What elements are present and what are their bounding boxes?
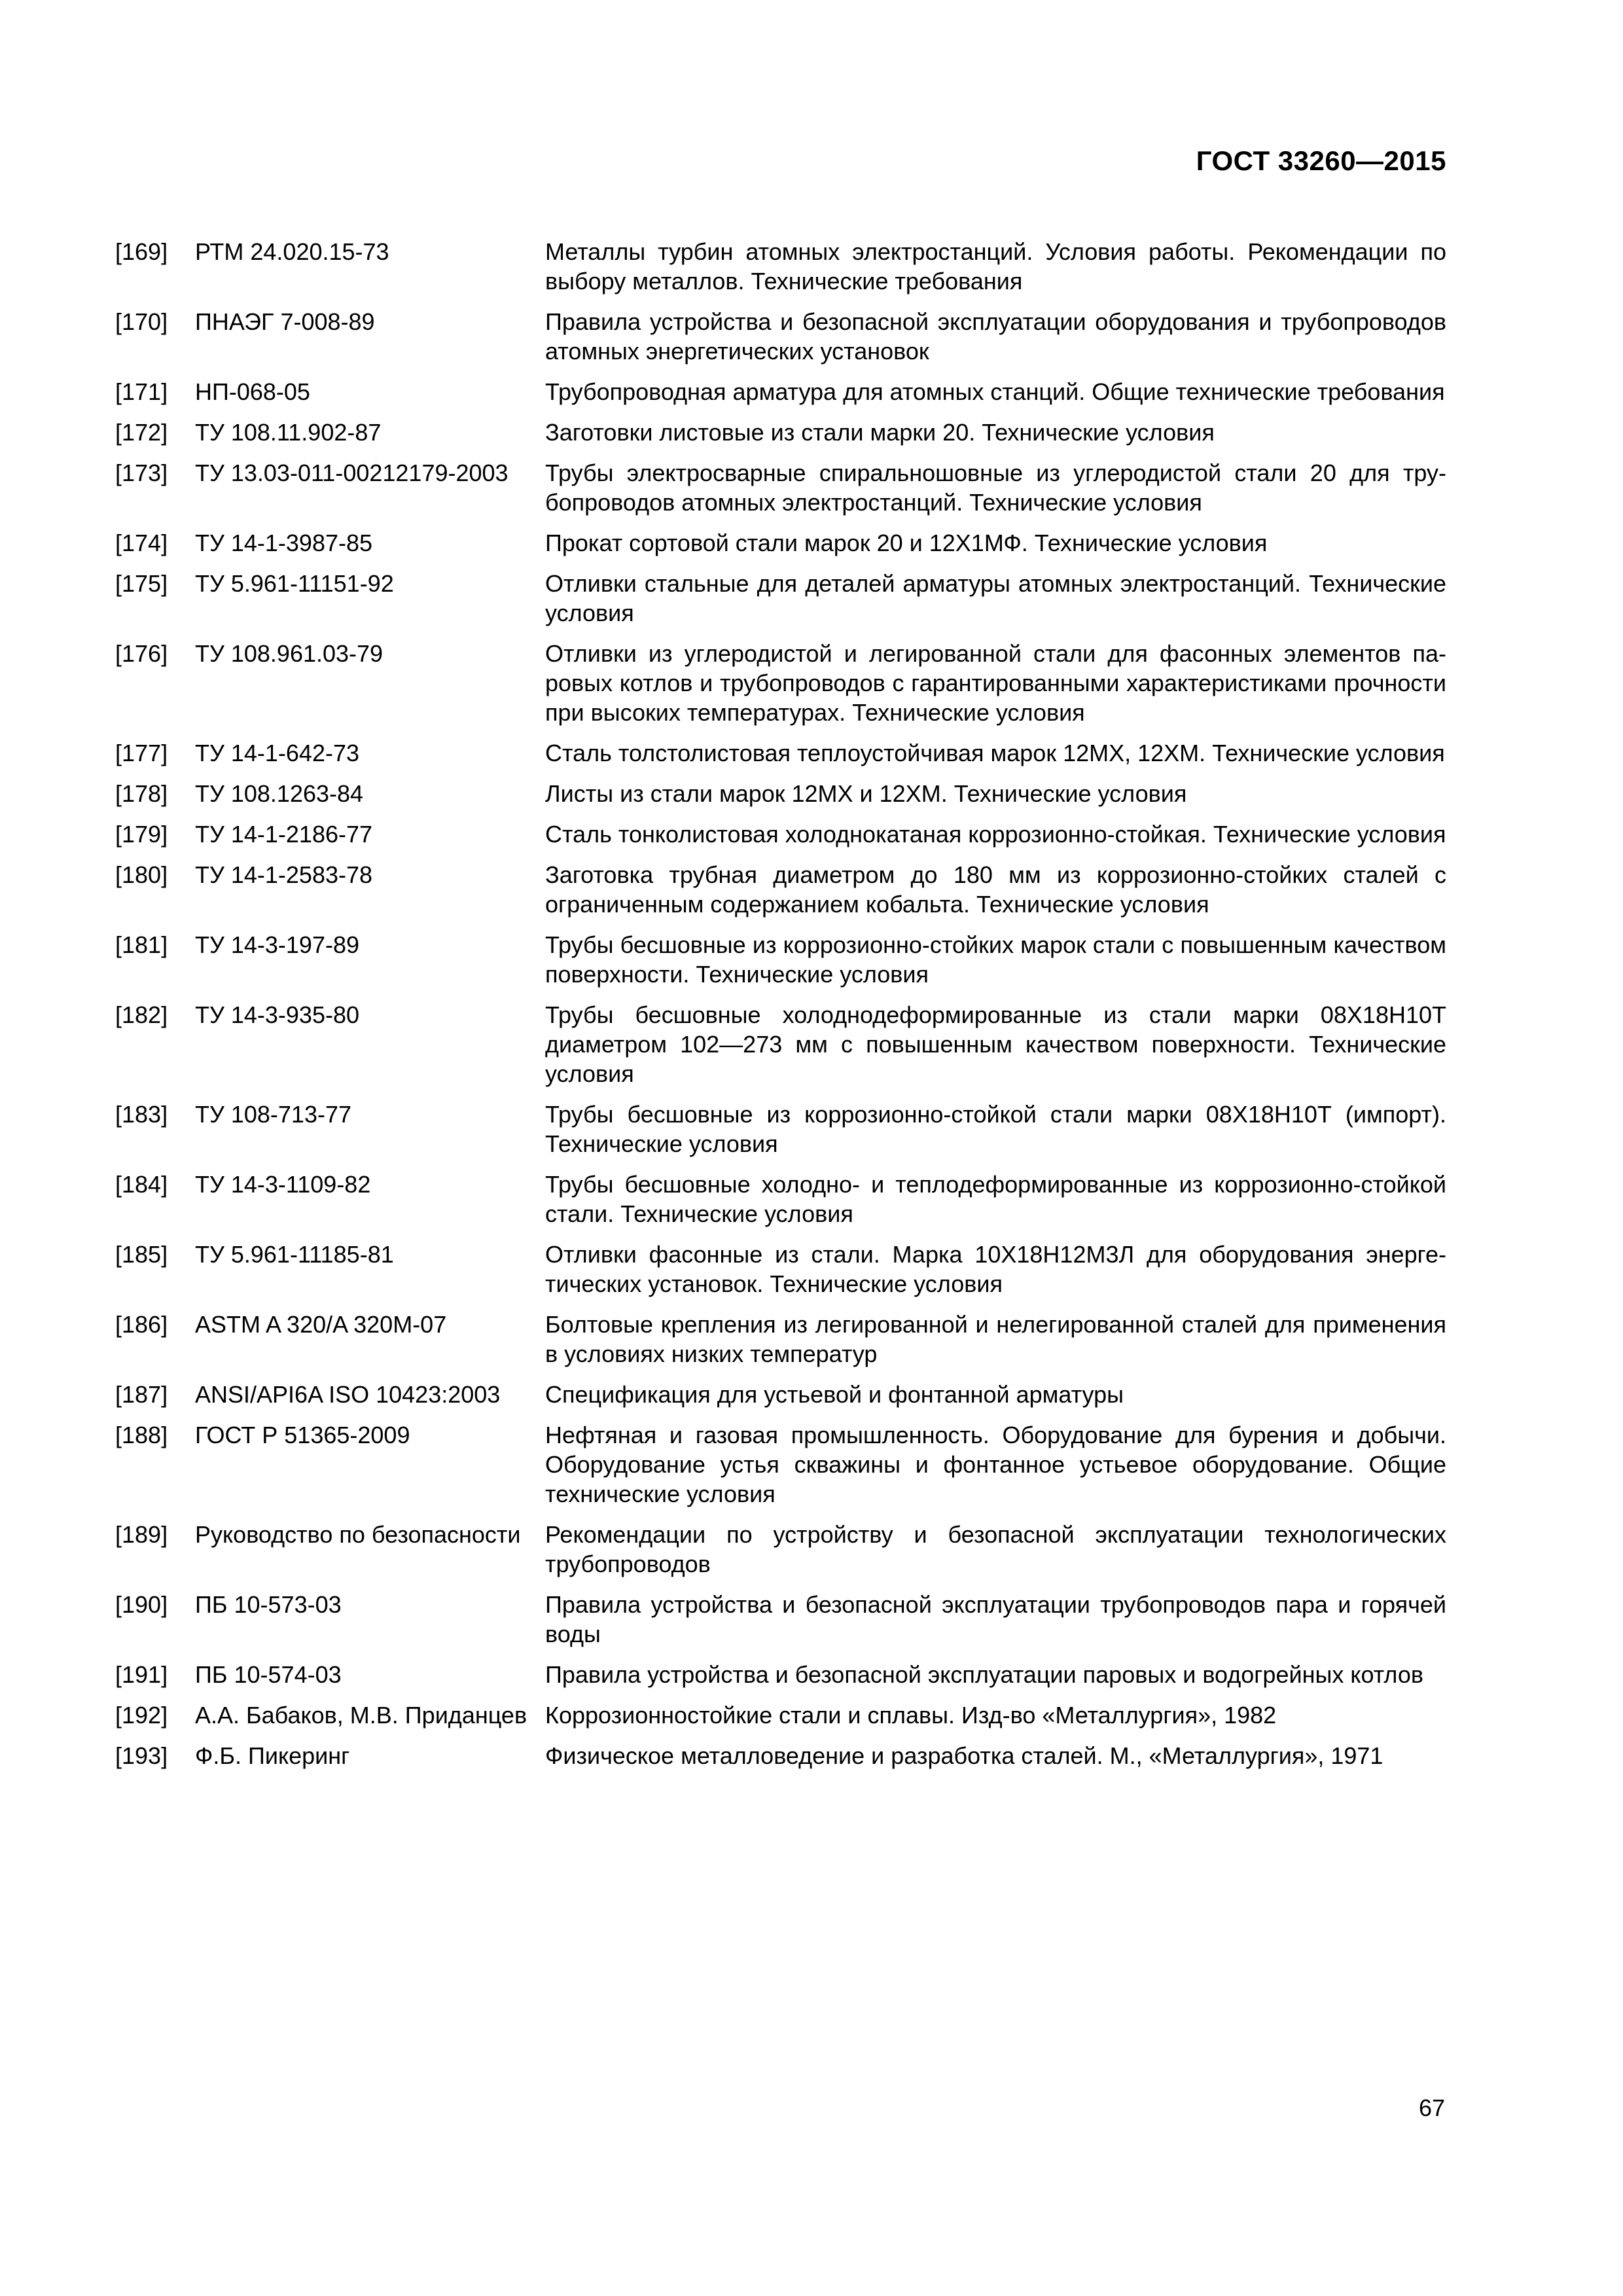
entry-document-code: ТУ 14-3-1109-82 bbox=[195, 1171, 371, 1198]
entry-number: [186] bbox=[115, 1311, 168, 1338]
entry-title: Сталь тонколистовая холоднокатаная коррозионно-стойкая. Технические условия bbox=[545, 821, 1446, 848]
entry-document-code: Руководство по безопасности bbox=[195, 1521, 521, 1548]
entry-document-code: ТУ 14-3-197-89 bbox=[195, 931, 359, 958]
entry-document-code: ТУ 14-1-2583-78 bbox=[195, 861, 373, 888]
entry-title: Отливки из углеродистой и легированной стали для фасонных элементов паровых котлов и трубопроводов с гарантированными характеристиками прочности при высоких температурах. Технические условия bbox=[545, 640, 1446, 726]
bibliography-entry bbox=[115, 237, 1446, 296]
entry-number: [181] bbox=[115, 931, 168, 958]
page-number: 67 bbox=[1418, 2094, 1445, 2121]
bibliography-entry bbox=[115, 860, 1446, 919]
entry-document-code: ПБ 10-574-03 bbox=[195, 1661, 342, 1688]
entry-document-code: ТУ 14-3-935-80 bbox=[195, 1001, 359, 1028]
entry-number: [178] bbox=[115, 780, 168, 807]
entry-document-code: ТУ 108.1263-84 bbox=[195, 780, 364, 807]
entry-number: [187] bbox=[115, 1381, 168, 1408]
entry-title: Трубы бесшовные из коррозионно-стойкой стали марки 08Х18Н10Т (импорт). Технические условия bbox=[545, 1101, 1446, 1157]
bibliography-entry bbox=[115, 819, 1446, 849]
bibliography-entry bbox=[115, 1100, 1446, 1158]
entry-title: Спецификация для устьевой и фонтанной арматуры bbox=[545, 1381, 1124, 1408]
entry-number: [170] bbox=[115, 308, 168, 335]
entry-number: [189] bbox=[115, 1521, 168, 1548]
entry-number: [182] bbox=[115, 1001, 168, 1028]
bibliography-entry bbox=[115, 1240, 1446, 1299]
entry-number: [171] bbox=[115, 378, 168, 405]
entry-title: Рекомендации по устройству и безопасной эксплуатации технологических трубопроводов bbox=[545, 1521, 1446, 1577]
entry-number: [176] bbox=[115, 640, 168, 667]
bibliography-entry bbox=[115, 307, 1446, 366]
entry-number: [193] bbox=[115, 1742, 168, 1769]
entry-number: [174] bbox=[115, 529, 168, 556]
entry-title: Трубы бесшовные холодно- и теплодеформированные из коррозионно-стойкой стали. Технические условия bbox=[545, 1171, 1446, 1227]
entry-document-code: ТУ 14-1-2186-77 bbox=[195, 821, 373, 848]
entry-title: Трубы электросварные спиральношовные из углеродистой стали 20 для трубопроводов атомных электростанций. Технические условия bbox=[545, 459, 1446, 516]
bibliography-entry bbox=[115, 639, 1446, 727]
entry-title: Трубы бесшовные из коррозионно-стойких марок стали с повышенным качеством поверхности. Технические условия bbox=[545, 931, 1446, 988]
bibliography-entry bbox=[115, 1000, 1446, 1088]
entry-document-code: ПБ 10-573-03 bbox=[195, 1591, 342, 1618]
bibliography-entry bbox=[115, 1170, 1446, 1229]
entry-number: [184] bbox=[115, 1171, 168, 1198]
entry-document-code: ANSI/API6A ISO 10423:2003 bbox=[195, 1381, 501, 1408]
entry-number: [177] bbox=[115, 740, 168, 766]
bibliography-entry bbox=[115, 779, 1446, 808]
entry-document-code: ГОСТ Р 51365-2009 bbox=[195, 1422, 410, 1448]
bibliography-entry bbox=[115, 930, 1446, 989]
entry-number: [175] bbox=[115, 570, 168, 597]
document-standard-header: ГОСТ 33260—2015 bbox=[1196, 145, 1446, 176]
bibliography-entry bbox=[115, 1700, 1446, 1730]
entry-title: Заготовки листовые из стали марки 20. Технические условия bbox=[545, 419, 1215, 446]
bibliography-entry bbox=[115, 1310, 1446, 1369]
entry-number: [183] bbox=[115, 1101, 168, 1128]
entry-document-code: РТМ 24.020.15-73 bbox=[195, 238, 389, 265]
entry-number: [169] bbox=[115, 238, 168, 265]
entry-document-code: А.А. Бабаков, М.В. Приданцев bbox=[195, 1702, 527, 1729]
bibliography-entry bbox=[115, 418, 1446, 447]
entry-document-code: ТУ 108-713-77 bbox=[195, 1101, 352, 1128]
entry-number: [190] bbox=[115, 1591, 168, 1618]
bibliography-entry bbox=[115, 1380, 1446, 1409]
entry-title: Коррозионностойкие стали и сплавы. Изд-во «Металлургия», 1982 bbox=[545, 1702, 1277, 1729]
entry-number: [185] bbox=[115, 1241, 168, 1268]
bibliography-entry bbox=[115, 377, 1446, 406]
entry-document-code: ТУ 14-1-642-73 bbox=[195, 740, 359, 766]
bibliography-entry bbox=[115, 569, 1446, 628]
entry-title: Сталь толстолистовая теплоустойчивая марок 12МХ, 12ХМ. Технические условия bbox=[545, 740, 1445, 766]
bibliography-entry bbox=[115, 1590, 1446, 1649]
entry-title: Металлы турбин атомных электростанций. Условия работы. Рекомендации по выбору металлов. Технические требования bbox=[545, 238, 1446, 295]
entry-title: Физическое металловедение и разработка сталей. М., «Металлургия», 1971 bbox=[545, 1742, 1383, 1769]
entry-title: Отливки фасонные из стали. Марка 10Х18Н12М3Л для оборудования энергетических установок. Технические условия bbox=[545, 1241, 1446, 1297]
bibliography-entry bbox=[115, 528, 1446, 558]
entry-title: Правила устройства и безопасной эксплуатации паровых и водогрейных котлов bbox=[545, 1661, 1423, 1688]
entry-number: [179] bbox=[115, 821, 168, 848]
entry-title: Болтовые крепления из легированной и нелегированной сталей для применения в условиях низких температур bbox=[545, 1311, 1446, 1367]
bibliography-entry bbox=[115, 1741, 1446, 1770]
bibliography-entry bbox=[115, 738, 1446, 768]
entry-number: [191] bbox=[115, 1661, 168, 1688]
entry-title: Правила устройства и безопасной эксплуатации оборудования и трубопроводов атомных энергетических установок bbox=[545, 308, 1446, 365]
entry-number: [173] bbox=[115, 459, 168, 486]
entry-title: Трубопроводная арматура для атомных станций. Общие технические требования bbox=[545, 378, 1445, 405]
entry-title: Нефтяная и газовая промышленность. Оборудование для бурения и добычи. Оборудование устья скважины и фонтанное устьевое оборудование. Общие технические условия bbox=[545, 1422, 1446, 1507]
entry-title: Прокат сортовой стали марок 20 и 12Х1МФ. Технические условия bbox=[545, 529, 1268, 556]
entry-document-code: Ф.Б. Пикеринг bbox=[195, 1742, 350, 1769]
entry-document-code: ТУ 5.961-11185-81 bbox=[195, 1241, 394, 1268]
entry-document-code: НП-068-05 bbox=[195, 378, 310, 405]
bibliography-entry bbox=[115, 458, 1446, 517]
entry-document-code: ТУ 13.03-011-00212179-2003 bbox=[195, 459, 508, 486]
entry-document-code: ТУ 108.11.902-87 bbox=[195, 419, 382, 446]
bibliography-list bbox=[115, 237, 1446, 1782]
bibliography-entry bbox=[115, 1520, 1446, 1579]
entry-title: Трубы бесшовные холоднодеформированные из стали марки 08Х18Н10Т диаметром 102—273 мм с повышенным качеством поверхности. Технические условия bbox=[545, 1001, 1446, 1087]
entry-document-code: ТУ 108.961.03-79 bbox=[195, 640, 383, 667]
entry-number: [172] bbox=[115, 419, 168, 446]
entry-title: Отливки стальные для деталей арматуры атомных электростанций. Технические условия bbox=[545, 570, 1446, 626]
entry-title: Заготовка трубная диаметром до 180 мм из коррозионно-стойких сталей с ограниченным содержанием кобальта. Технические условия bbox=[545, 861, 1446, 918]
entry-number: [180] bbox=[115, 861, 168, 888]
entry-title: Листы из стали марок 12МХ и 12ХМ. Технические условия bbox=[545, 780, 1187, 807]
bibliography-entry bbox=[115, 1660, 1446, 1689]
entry-document-code: ПНАЭГ 7-008-89 bbox=[195, 308, 375, 335]
entry-number: [188] bbox=[115, 1422, 168, 1448]
entry-title: Правила устройства и безопасной эксплуатации трубопроводов пара и горячей воды bbox=[545, 1591, 1446, 1647]
bibliography-entry bbox=[115, 1420, 1446, 1509]
entry-number: [192] bbox=[115, 1702, 168, 1729]
entry-document-code: ТУ 14-1-3987-85 bbox=[195, 529, 373, 556]
entry-document-code: ТУ 5.961-11151-92 bbox=[195, 570, 394, 597]
entry-document-code: ASTM A 320/A 320M-07 bbox=[195, 1311, 447, 1338]
